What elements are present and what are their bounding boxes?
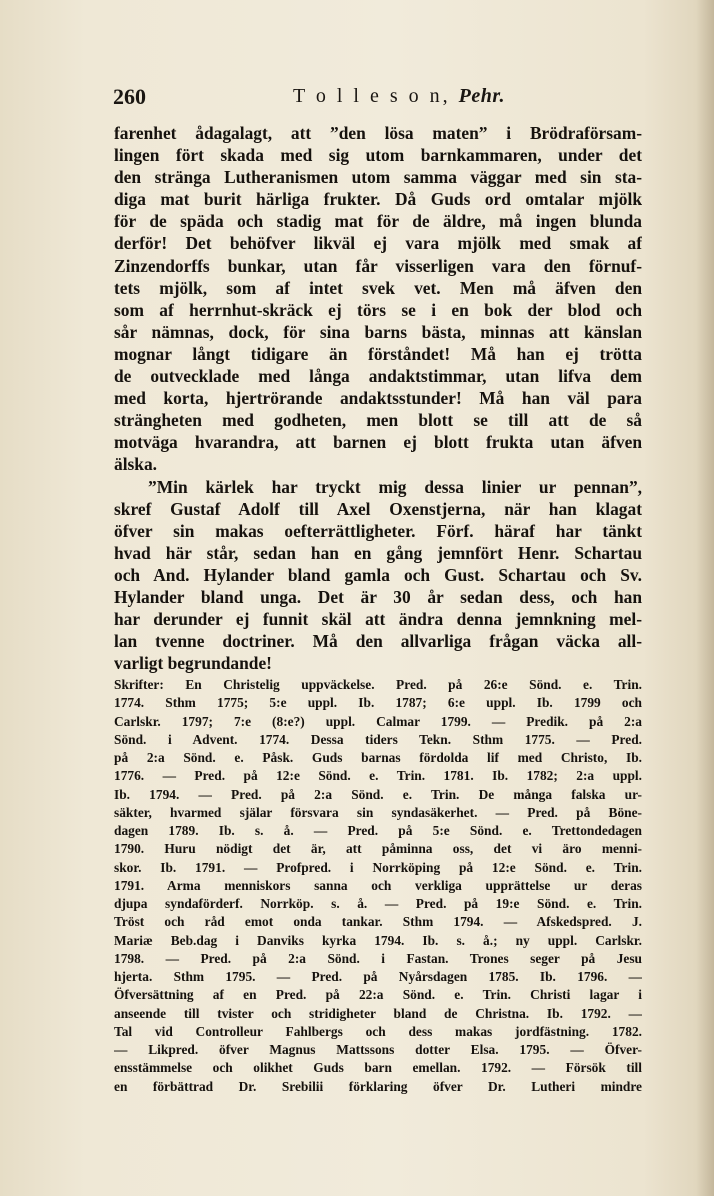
text-line: har derunder ej funnit skäl att ändra denna jemnkning mel- — [114, 609, 642, 630]
running-head — [293, 85, 505, 108]
note-line: Sönd. i Advent. 1774. Dessa tiders Tekn. Sthm 1775. — Pred. — [114, 731, 642, 747]
note-line: dagen 1789. Ib. s. å. — Pred. på 5:e Sönd. e. Trettondedagen — [114, 823, 642, 838]
text-line: som af herrnhut-skräck ej törs se i en bok der blod och — [114, 299, 642, 320]
main-text — [114, 122, 642, 674]
text-line: lan tvenne doctriner. Må den allvarliga frågan väcka all- — [114, 631, 642, 652]
text-line: hvad här står, sedan han en gång jemnfört Henr. Schartau — [114, 542, 642, 563]
note-line: skor. Ib. 1791. — Profpred. i Norrköping på 12:e Sönd. e. Trin. — [114, 859, 642, 875]
text-line: diga mat burit härliga frukter. Då Guds ord omtalar mjölk — [114, 189, 642, 210]
page-edge-shadow — [696, 0, 714, 1196]
running-head-surname: T o l l e s o n, — [293, 85, 451, 107]
note-line: Tröst och råd emot onda tankar. Sthm 1794. — Afskedspred. J. — [114, 914, 642, 930]
text-line: för de späda och stadig mat för de äldre, må ingen blunda — [114, 211, 642, 232]
text-line: den stränga Lutheranismen utom samma väggar med sin sta- — [114, 167, 642, 188]
text-line: med korta, hjertrörande andaktsstunder! Må han väl para — [114, 388, 642, 409]
note-line: 1798. — Pred. på 2:a Sönd. i Fastan. Trones seger på Jesu — [114, 950, 642, 966]
note-line: 1791. Arma menniskors sanna och verkliga upprättelse ur deras — [114, 877, 642, 893]
note-line: Skrifter: En Christelig uppväckelse. Pred. på 26:e Sönd. e. Trin. — [114, 677, 642, 692]
text-line: mognar långt tidigare än förståndet! Må han ej trötta — [114, 343, 642, 364]
note-line: 1774. Sthm 1775; 5:e uppl. Ib. 1787; 6:e uppl. Ib. 1799 och — [114, 695, 642, 711]
text-line: ”Min kärlek har tryckt mig dessa linier ur pennan”, — [148, 476, 642, 497]
note-line: — Likpred. öfver Magnus Mattssons dotter Elsa. 1795. — Öfver- — [114, 1042, 642, 1057]
text-line: tets mjölk, som af intet svek vet. Men må äfven den — [114, 277, 642, 298]
note-line: hjerta. Sthm 1795. — Pred. på Nyårsdagen 1785. Ib. 1796. — — [114, 969, 642, 984]
note-line: Tal vid Controlleur Fahlbergs och dess makas jordfästning. 1782. — [114, 1023, 642, 1039]
bibliography-notes — [114, 676, 642, 1096]
note-line: anseende till tvister och stridigheter bland de Christna. Ib. 1792. — — [114, 1005, 642, 1021]
text-line: skref Gustaf Adolf till Axel Oxenstjerna, när han klagat — [114, 498, 642, 519]
text-line: öfver sin makas oefterrättligheter. Förf. häraf har tänkt — [114, 520, 642, 541]
note-line: Ib. 1794. — Pred. på 2:a Sönd. e. Trin. De många falska ur- — [114, 786, 642, 802]
note-line: djupa syndaförderf. Norrköp. s. å. — Pred. på 19:e Sönd. e. Trin. — [114, 896, 642, 911]
running-head-given-name: Pehr. — [458, 85, 506, 107]
note-line: Carlskr. 1797; 7:e (8:e?) uppl. Calmar 1799. — Predik. på 2:a — [114, 713, 642, 729]
note-line: Mariæ Beb.dag i Danviks kyrka 1794. Ib. s. å.; ny uppl. Carlskr. — [114, 932, 642, 948]
text-line: de outvecklade med långa andaktstimmar, utan lifva dem — [114, 366, 642, 387]
text-line: älska. — [114, 454, 158, 475]
text-line: farenhet ådagalagt, att ”den lösa maten” i Brödraförsam- — [114, 123, 642, 143]
note-line: på 2:a Sönd. e. Påsk. Guds barnas fördolda lif med Christo, Ib. — [114, 750, 642, 765]
note-line: 1790. Huru nödigt det är, att påminna oss, det vi äro menni- — [114, 841, 642, 857]
page-header — [113, 84, 613, 114]
note-line: en förbättrad Dr. Srebilii förklaring öfver Dr. Lutheri mindre — [114, 1078, 642, 1094]
text-line: Hylander bland unga. Det är 30 år sedan dess, och han — [114, 586, 642, 607]
note-line: säkter, hvarmed själar försvara sin syndasäkerhet. — Pred. på Böne- — [114, 804, 642, 820]
note-line: Öfversättning af en Pred. på 22:a Sönd. e. Trin. Christi lagar i — [114, 987, 642, 1003]
text-line: lingen fört skada med sig utom barnkammaren, under det — [114, 145, 642, 166]
text-line: motväga hvarandra, att barnen ej blott frukta utan äfven — [114, 432, 642, 453]
text-line: sår nämnas, dock, för sina barns bästa, minnas att känslan — [114, 321, 642, 342]
text-line: Zinzendorffs bunkar, utan får visserligen vara den förnuf- — [114, 255, 642, 276]
note-line: 1776. — Pred. på 12:e Sönd. e. Trin. 1781. Ib. 1782; 2:a uppl. — [114, 768, 642, 784]
text-line: och And. Hylander bland gamla och Gust. Schartau och Sv. — [114, 564, 642, 585]
page-number: 260 — [113, 84, 146, 109]
text-line: derför! Det behöfver likväl ej vara mjölk med smak af — [114, 233, 642, 254]
text-line: strängheten med godheten, men blott se till att de så — [114, 410, 642, 431]
note-line: ensstämmelse och olikhet Guds barn emellan. 1792. — Försök till — [114, 1060, 642, 1076]
text-line: varligt begrundande! — [114, 653, 272, 674]
